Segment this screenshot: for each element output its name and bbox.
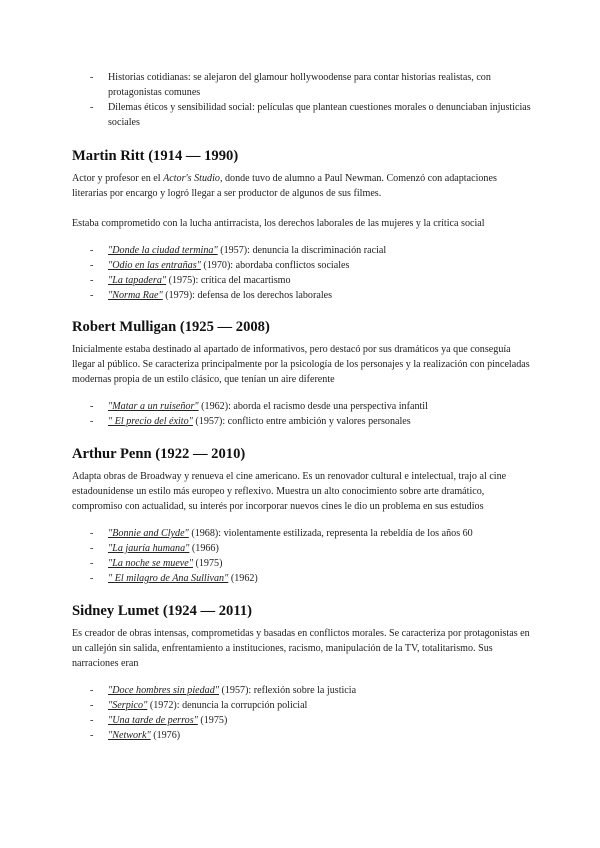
film-description: (1957): conflicto entre ambición y valores personales [192, 416, 411, 427]
ritt-paragraph-2: Estaba comprometido con la lucha antirracista, los derechos laborales de las mujeres y la crítica social [72, 218, 485, 229]
film-description: (1970): abordaba conflictos sociales [200, 260, 350, 271]
list-item: - " El milagro de Ana Sullivan" (1962) [90, 573, 258, 584]
film-title: "Norma Rae" [108, 290, 163, 301]
list-item: - "Matar a un ruiseñor" (1962): aborda el racismo desde una perspectiva infantil [90, 401, 428, 412]
list-item: - "La jauría humana" (1966) [90, 543, 219, 554]
film-title: "Odio en las entrañas" [108, 260, 201, 271]
film-title: "La noche se mueve" [108, 558, 193, 569]
film-title: "Serpico" [108, 700, 148, 711]
film-title: " El precio del éxito" [108, 416, 193, 427]
list-item: - "Una tarde de perros" (1975) [90, 715, 228, 726]
lumet-film-list [72, 683, 532, 743]
film-title: "Doce hombres sin piedad" [108, 685, 219, 696]
section-heading-ritt: Martin Ritt (1914 — 1990) [72, 148, 239, 164]
list-item: - "Donde la ciudad termina" (1957): denuncia la discriminación racial [90, 245, 387, 256]
list-item: - "Doce hombres sin piedad" (1957): reflexión sobre la justicia [90, 685, 357, 696]
section-heading-mulligan: Robert Mulligan (1925 — 2008) [72, 319, 270, 335]
ritt-film-list [72, 243, 532, 303]
penn-film-list [72, 526, 532, 586]
film-description: (1975) [197, 715, 228, 726]
film-title: "La jauría humana" [108, 543, 190, 554]
mulligan-film-list [72, 399, 532, 429]
film-title: "Donde la ciudad termina" [108, 245, 218, 256]
film-description: (1957): reflexión sobre la justicia [219, 685, 357, 696]
document-page [72, 70, 532, 743]
list-item-text: Dilemas éticos y sensibilidad social: películas que plantean cuestiones morales o denunciaban injusticias sociales [108, 102, 531, 128]
film-description: (1966) [189, 543, 219, 554]
film-title: "La tapadera" [108, 275, 167, 286]
lumet-paragraph: Es creador de obras intensas, comprometidas y basadas en conflictos morales. Se caracteriza por protagonistas en un callejón sin salida, enfrentamiento a instituciones, racismo, manipulación de la TV, totalitarismo. Sus narraciones eran [72, 628, 530, 669]
film-description: (1957): denuncia la discriminación racial [217, 245, 387, 256]
film-title: "Network" [108, 730, 151, 741]
film-description: (1972): denuncia la corrupción policial [147, 700, 308, 711]
penn-paragraph: Adapta obras de Broadway y renueva el cine americano. Es un renovador cultural e intelectual, trajo al cine estadounidense un estilo más europeo y reflexivo. Muestra un alto conocimiento sobre arte dramático, compromiso con actualidad, su interés por incorporar nuevos cines le dio un problema en sus estudios [72, 471, 507, 512]
section-heading-penn: Arthur Penn (1922 — 2010) [72, 446, 246, 462]
list-item: - "La tapadera" (1975): crítica del macartismo [90, 275, 291, 286]
list-item: - "Serpico" (1972): denuncia la corrupción policial [90, 700, 308, 711]
list-item: - " El precio del éxito" (1957): conflicto entre ambición y valores personales [90, 416, 411, 427]
film-title: "Matar a un ruiseñor" [108, 401, 199, 412]
film-description: (1962) [228, 573, 258, 584]
film-description: (1975) [193, 558, 223, 569]
list-item-text: Historias cotidianas: se alejaron del glamour hollywoodense para contar historias realistas, con protagonistas comunes [108, 72, 491, 98]
film-title: " El milagro de Ana Sullivan" [108, 573, 229, 584]
film-description: (1968): violentamente estilizada, representa la rebeldía de los años 60 [188, 528, 473, 539]
list-item: - "Odio en las entrañas" (1970): abordaba conflictos sociales [90, 260, 350, 271]
film-description: (1979): defensa de los derechos laborales [162, 290, 333, 301]
ritt-paragraph-1: Actor y profesor en el Actor's Studio, donde tuvo de alumno a Paul Newman. Comenzó con adaptaciones literarias por encargo y logró llegar a ser productor de algunos de sus filmes. [72, 173, 497, 199]
intro-list [72, 70, 532, 130]
list-item: - Dilemas éticos y sensibilidad social: películas que plantean cuestiones morales o denunciaban injusticias sociales [90, 102, 531, 128]
film-description: (1962): aborda el racismo desde una perspectiva infantil [198, 401, 428, 412]
film-description: (1976) [150, 730, 181, 741]
list-item: - "Network" (1976) [90, 730, 181, 741]
list-item: - "Bonnie and Clyde" (1968): violentamente estilizada, representa la rebeldía de los años 60 [90, 528, 473, 539]
film-title: "Bonnie and Clyde" [108, 528, 189, 539]
list-item: - "Norma Rae" (1979): defensa de los derechos laborales [90, 290, 333, 301]
mulligan-paragraph: Inicialmente estaba destinado al apartado de informativos, pero destacó por sus dramáticos ya que conseguía llegar al público. Se caracteriza principalmente por la psicología de los personajes y la realización con pinceladas modernas propia de un estilo clásico, que tenían un aire diferente [72, 344, 530, 385]
film-description: (1975): crítica del macartismo [166, 275, 291, 286]
list-item: - "La noche se mueve" (1975) [90, 558, 223, 569]
film-title: "Una tarde de perros" [108, 715, 198, 726]
section-heading-lumet: Sidney Lumet (1924 — 2011) [72, 603, 252, 619]
list-item: - Historias cotidianas: se alejaron del glamour hollywoodense para contar historias realistas, con protagonistas comunes [90, 72, 491, 98]
